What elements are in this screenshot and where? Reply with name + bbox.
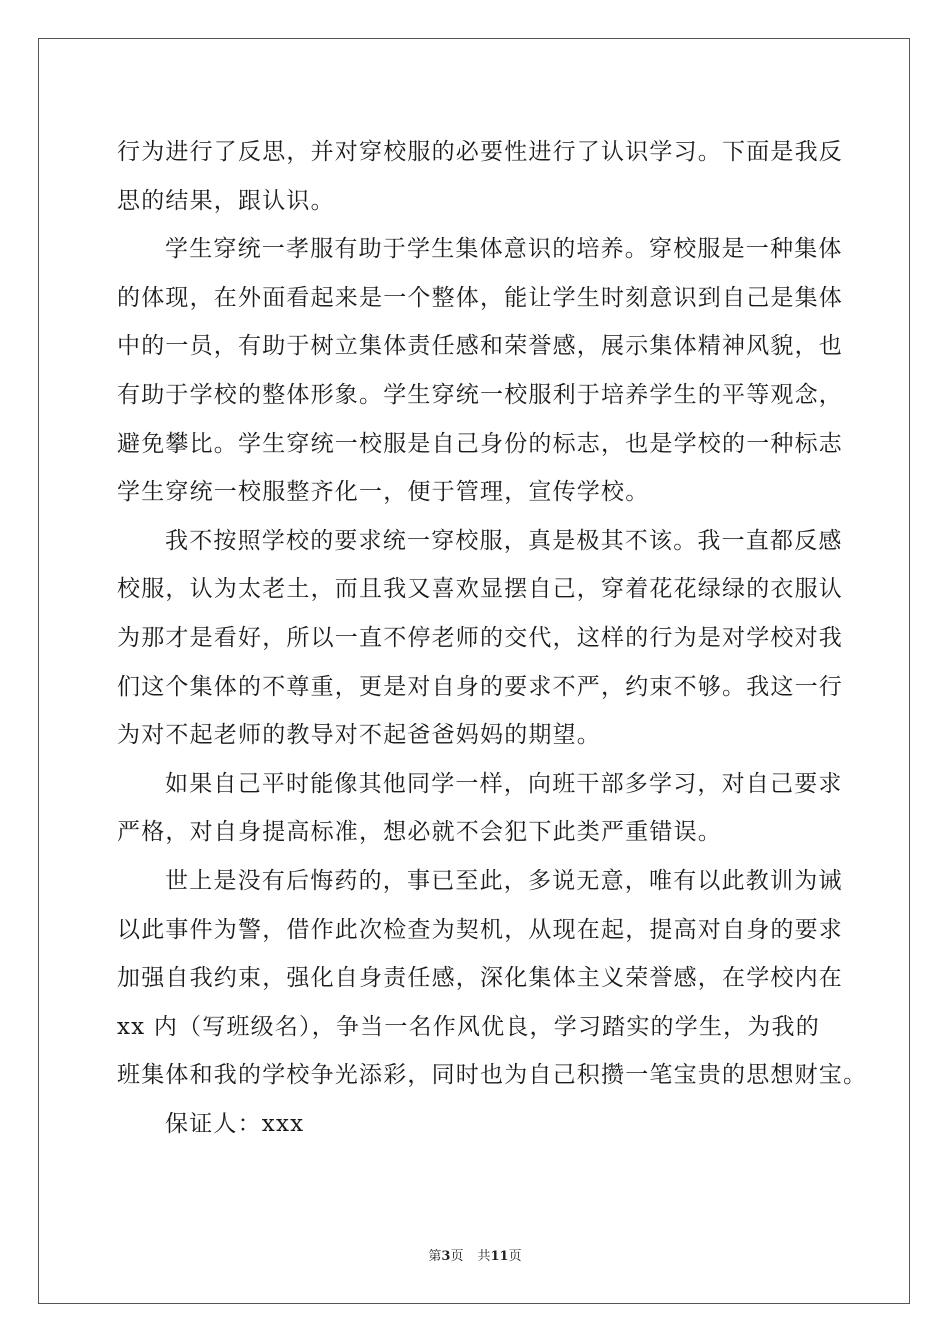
text-line: 有助于学校的整体形象。学生穿统一校服利于培养学生的平等观念， [117,381,843,408]
text-line: 为那才是看好，所以一直不停老师的交代，这样的行为是对学校对我 [117,624,843,651]
text-line: 思的结果，跟认识。 [117,187,335,214]
paragraph-start-line: 我不按照学校的要求统一穿校服，真是极其不该。我一直都反感 [165,527,843,554]
text-line: 加强自我约束，强化自身责任感，深化集体主义荣誉感，在学校内在 [117,965,843,992]
text-line: 中的一员，有助于树立集体责任感和荣誉感，展示集体精神风貌，也 [117,333,843,360]
footer-page-prefix: 第 [428,1249,442,1264]
text-line: 严格，对自身提高标准，想必就不会犯下此类严重错误。 [117,819,722,846]
footer-total-prefix: 共 [477,1249,491,1264]
footer-page-number: 3 [441,1249,451,1264]
text-line: 为对不起老师的教导对不起爸爸妈妈的期望。 [117,722,601,749]
paragraph-start-line: 如果自己平时能像其他同学一样，向班干部多学习，对自己要求 [165,770,843,797]
footer-total-number: 11 [490,1249,509,1264]
text-line: 行为进行了反思，并对穿校服的必要性进行了认识学习。下面是我反 [117,139,843,165]
footer-page-suffix: 页 [450,1249,464,1264]
signature-line: 保证人：xxx [165,1110,305,1137]
text-line: 避免攀比。学生穿统一校服是自己身份的标志，也是学校的一种标志 [117,430,843,457]
text-line: 的体现，在外面看起来是一个整体，能让学生时刻意识到自己是集体 [117,284,843,311]
paragraph-start-line: 学生穿统一孝服有助于学生集体意识的培养。穿校服是一种集体 [165,236,843,263]
text-line: 以此事件为警，借作此次检查为契机，从现在起，提高对自身的要求 [117,916,843,943]
text-line: 班集体和我的学校争光添彩，同时也为自己积攒一笔宝贵的思想财宝。 [117,1062,868,1089]
text-line: 学生穿统一校服整齐化一，便于管理，宣传学校。 [117,479,650,506]
text-line: xx 内（写班级名），争当一名作风优良，学习踏实的学生，为我的 [117,1013,820,1040]
footer-total-suffix: 页 [508,1249,522,1264]
document-body [117,128,868,1148]
page-footer [0,1245,950,1264]
paragraph-start-line: 世上是没有后悔药的，事已至此，多说无意，唯有以此教训为诫 [165,867,843,894]
text-line: 校服，认为太老土，而且我又喜欢显摆自己，穿着花花绿绿的衣服认 [117,576,843,603]
text-line: 们这个集体的不尊重，更是对自身的要求不严，约束不够。我这一行 [117,673,843,700]
